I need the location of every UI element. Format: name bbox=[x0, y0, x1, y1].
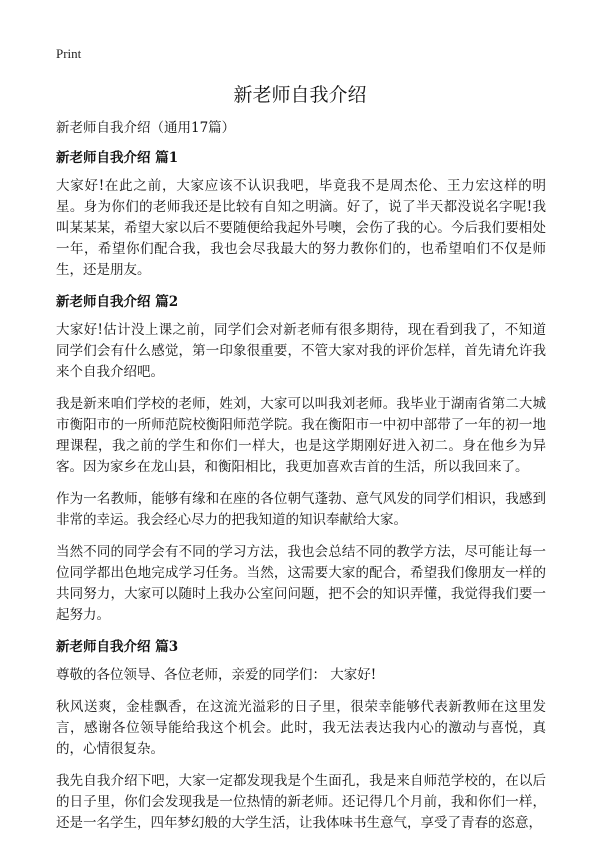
paragraph: 我是新来咱们学校的老师，姓刘，大家可以叫我刘老师。我毕业于湖南省第二大城市衡阳市的一所师范院校衡阳师范学院。我在衡阳市一中初中部带了一年的初一地理课程，我之前的学生和你们一样大，也是这学期刚好进入初二。身在他乡为异客。因为家乡在龙山县，和衡阳相比，我更加喜欢吉首的生活，所以我回来了。 bbox=[56, 396, 546, 475]
document-subtitle: 新老师自我介绍（通用17篇） bbox=[56, 120, 236, 136]
document-body bbox=[56, 118, 546, 845]
paragraph: 当然不同的同学会有不同的学习方法，我也会总结不同的教学方法，尽可能让每一位同学都出色地完成学习任务。当然，这需要大家的配合，希望我们像朋友一样的共同努力，大家可以随时上我办公室问问题，把不会的知识弄懂，我觉得我们要一起努力。 bbox=[56, 544, 546, 623]
section-3 bbox=[56, 637, 546, 834]
print-label: Print bbox=[56, 46, 82, 61]
section-1 bbox=[56, 148, 546, 281]
section-heading: 新老师自我介绍 篇3 bbox=[56, 639, 179, 655]
paragraph: 作为一名教师，能够有缘和在座的各位朝气蓬勃、意气风发的同学们相识，我感到非常的幸运。我会经心尽力的把我知道的知识奉献给大家。 bbox=[56, 491, 546, 528]
paragraph: 我先自我介绍下吧，大家一定都发现我是个生面孔，我是来自师范学校的，在以后的日子里，你们会发现我是一位热情的新老师。还记得几个月前，我和你们一样，还是一名学生，四年梦幻般的大学生活，让我体味书生意气，享受了青春的恣意， bbox=[56, 773, 546, 831]
paragraph: 大家好!估计没上课之前，同学们会对新老师有很多期待，现在看到我了，不知道同学们会有什么感觉，第一印象很重要，不管大家对我的评价怎样，首先请允许我来个自我介绍吧。 bbox=[56, 322, 546, 380]
paragraph: 尊敬的各位领导、各位老师，亲爱的同学们： 大家好! bbox=[56, 667, 377, 683]
paragraph: 大家好!在此之前，大家应该不认识我吧，毕竟我不是周杰伦、王力宏这样的明星。身为你们的老师我还是比较有自知之明滴。好了，说了半天都没说名字呢!我叫某某某，希望大家以后不要随便给我起外号噢，会伤了我的心。今后我们要相处一年，希望你们配合我，我也会尽我最大的努力教你们的，也希望咱们不仅是师生，还是朋友。 bbox=[56, 178, 546, 278]
section-2 bbox=[56, 292, 546, 626]
section-heading: 新老师自我介绍 篇1 bbox=[56, 150, 179, 166]
section-heading: 新老师自我介绍 篇2 bbox=[56, 294, 179, 310]
paragraph: 秋风送爽，金桂飘香，在这流光溢彩的日子里，很荣幸能够代表新教师在这里发言，感谢各位领导能给我这个机会。此时，我无法表达我内心的激动与喜悦，真的，心情很复杂。 bbox=[56, 699, 546, 757]
page-title: 新老师自我介绍 bbox=[233, 84, 367, 106]
